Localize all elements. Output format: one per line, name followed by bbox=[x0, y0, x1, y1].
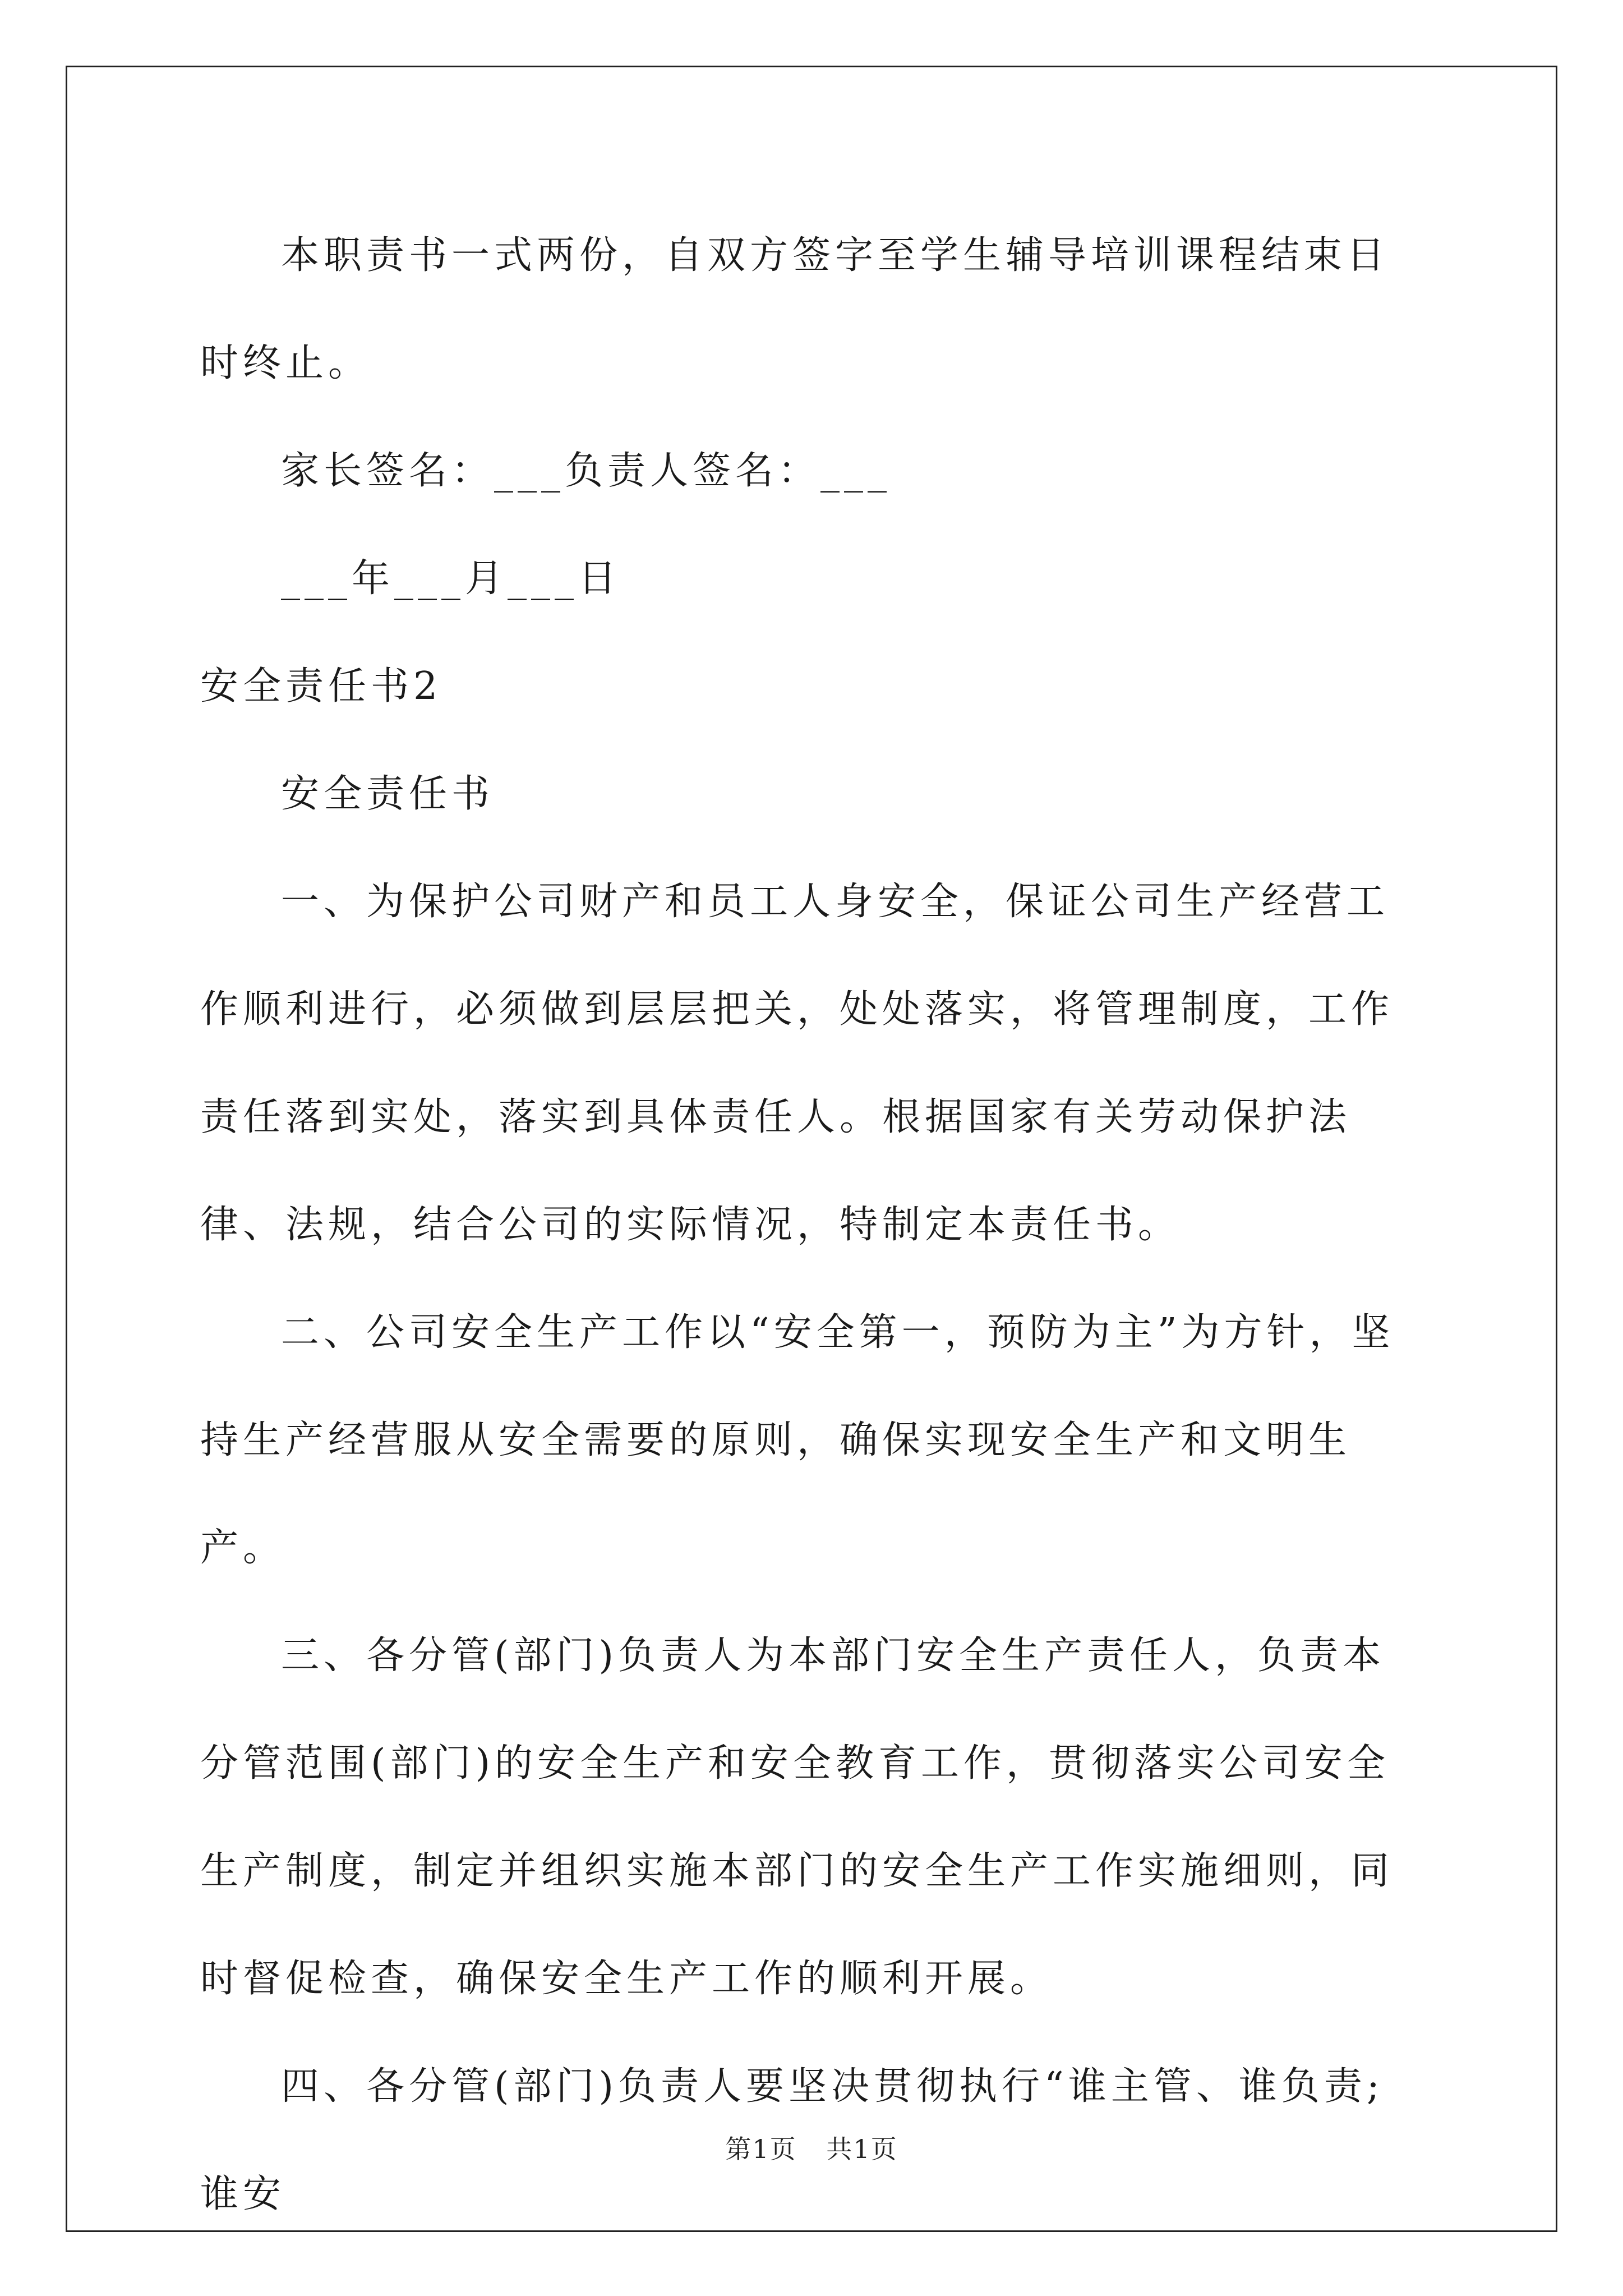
paragraph-signatures: 家长签名：___负责人签名：___ bbox=[281, 449, 892, 493]
document-title: 安全责任书 bbox=[281, 772, 495, 816]
section-heading: 安全责任书2 bbox=[200, 664, 442, 708]
page-number: 第1页 bbox=[725, 2134, 797, 2164]
paragraph-clause-2: 二、公司安全生产工作以“安全第一，预防为主”为方针，坚持生产经营服从安全需要的原则，确保实现安全生产和文明生产。 bbox=[200, 1310, 1395, 1570]
paragraph-clause-1: 一、为保护公司财产和员工人身安全，保证公司生产经营工作顺利进行，必须做到层层把关，处处落实，将管理制度，工作责任落到实处，落实到具体责任人。根据国家有关劳动保护法律、法规，结合公司的实际情况，特制定本责任书。 bbox=[200, 880, 1394, 1247]
paragraph-clause-4: 四、各分管(部门)负责人要坚决贯彻执行“谁主管、谁负责;谁安 bbox=[200, 2064, 1384, 2216]
page-footer bbox=[0, 2129, 1623, 2166]
paragraph-date: ___年___月___日 bbox=[281, 556, 621, 601]
page-total: 共1页 bbox=[826, 2134, 898, 2164]
document-body bbox=[200, 202, 1423, 2248]
paragraph-clause-3: 三、各分管(部门)负责人为本部门安全生产责任人，负责本分管范围(部门)的安全生产和安全教育工作，贯彻落实公司安全生产制度，制定并组织实施本部门的安全生产工作实施细则，同时督促检查，确保安全生产工作的顺利开展。 bbox=[200, 1634, 1394, 2001]
paragraph-term: 本职责书一式两份，自双方签字至学生辅导培训课程结束日时终止。 bbox=[200, 233, 1390, 385]
